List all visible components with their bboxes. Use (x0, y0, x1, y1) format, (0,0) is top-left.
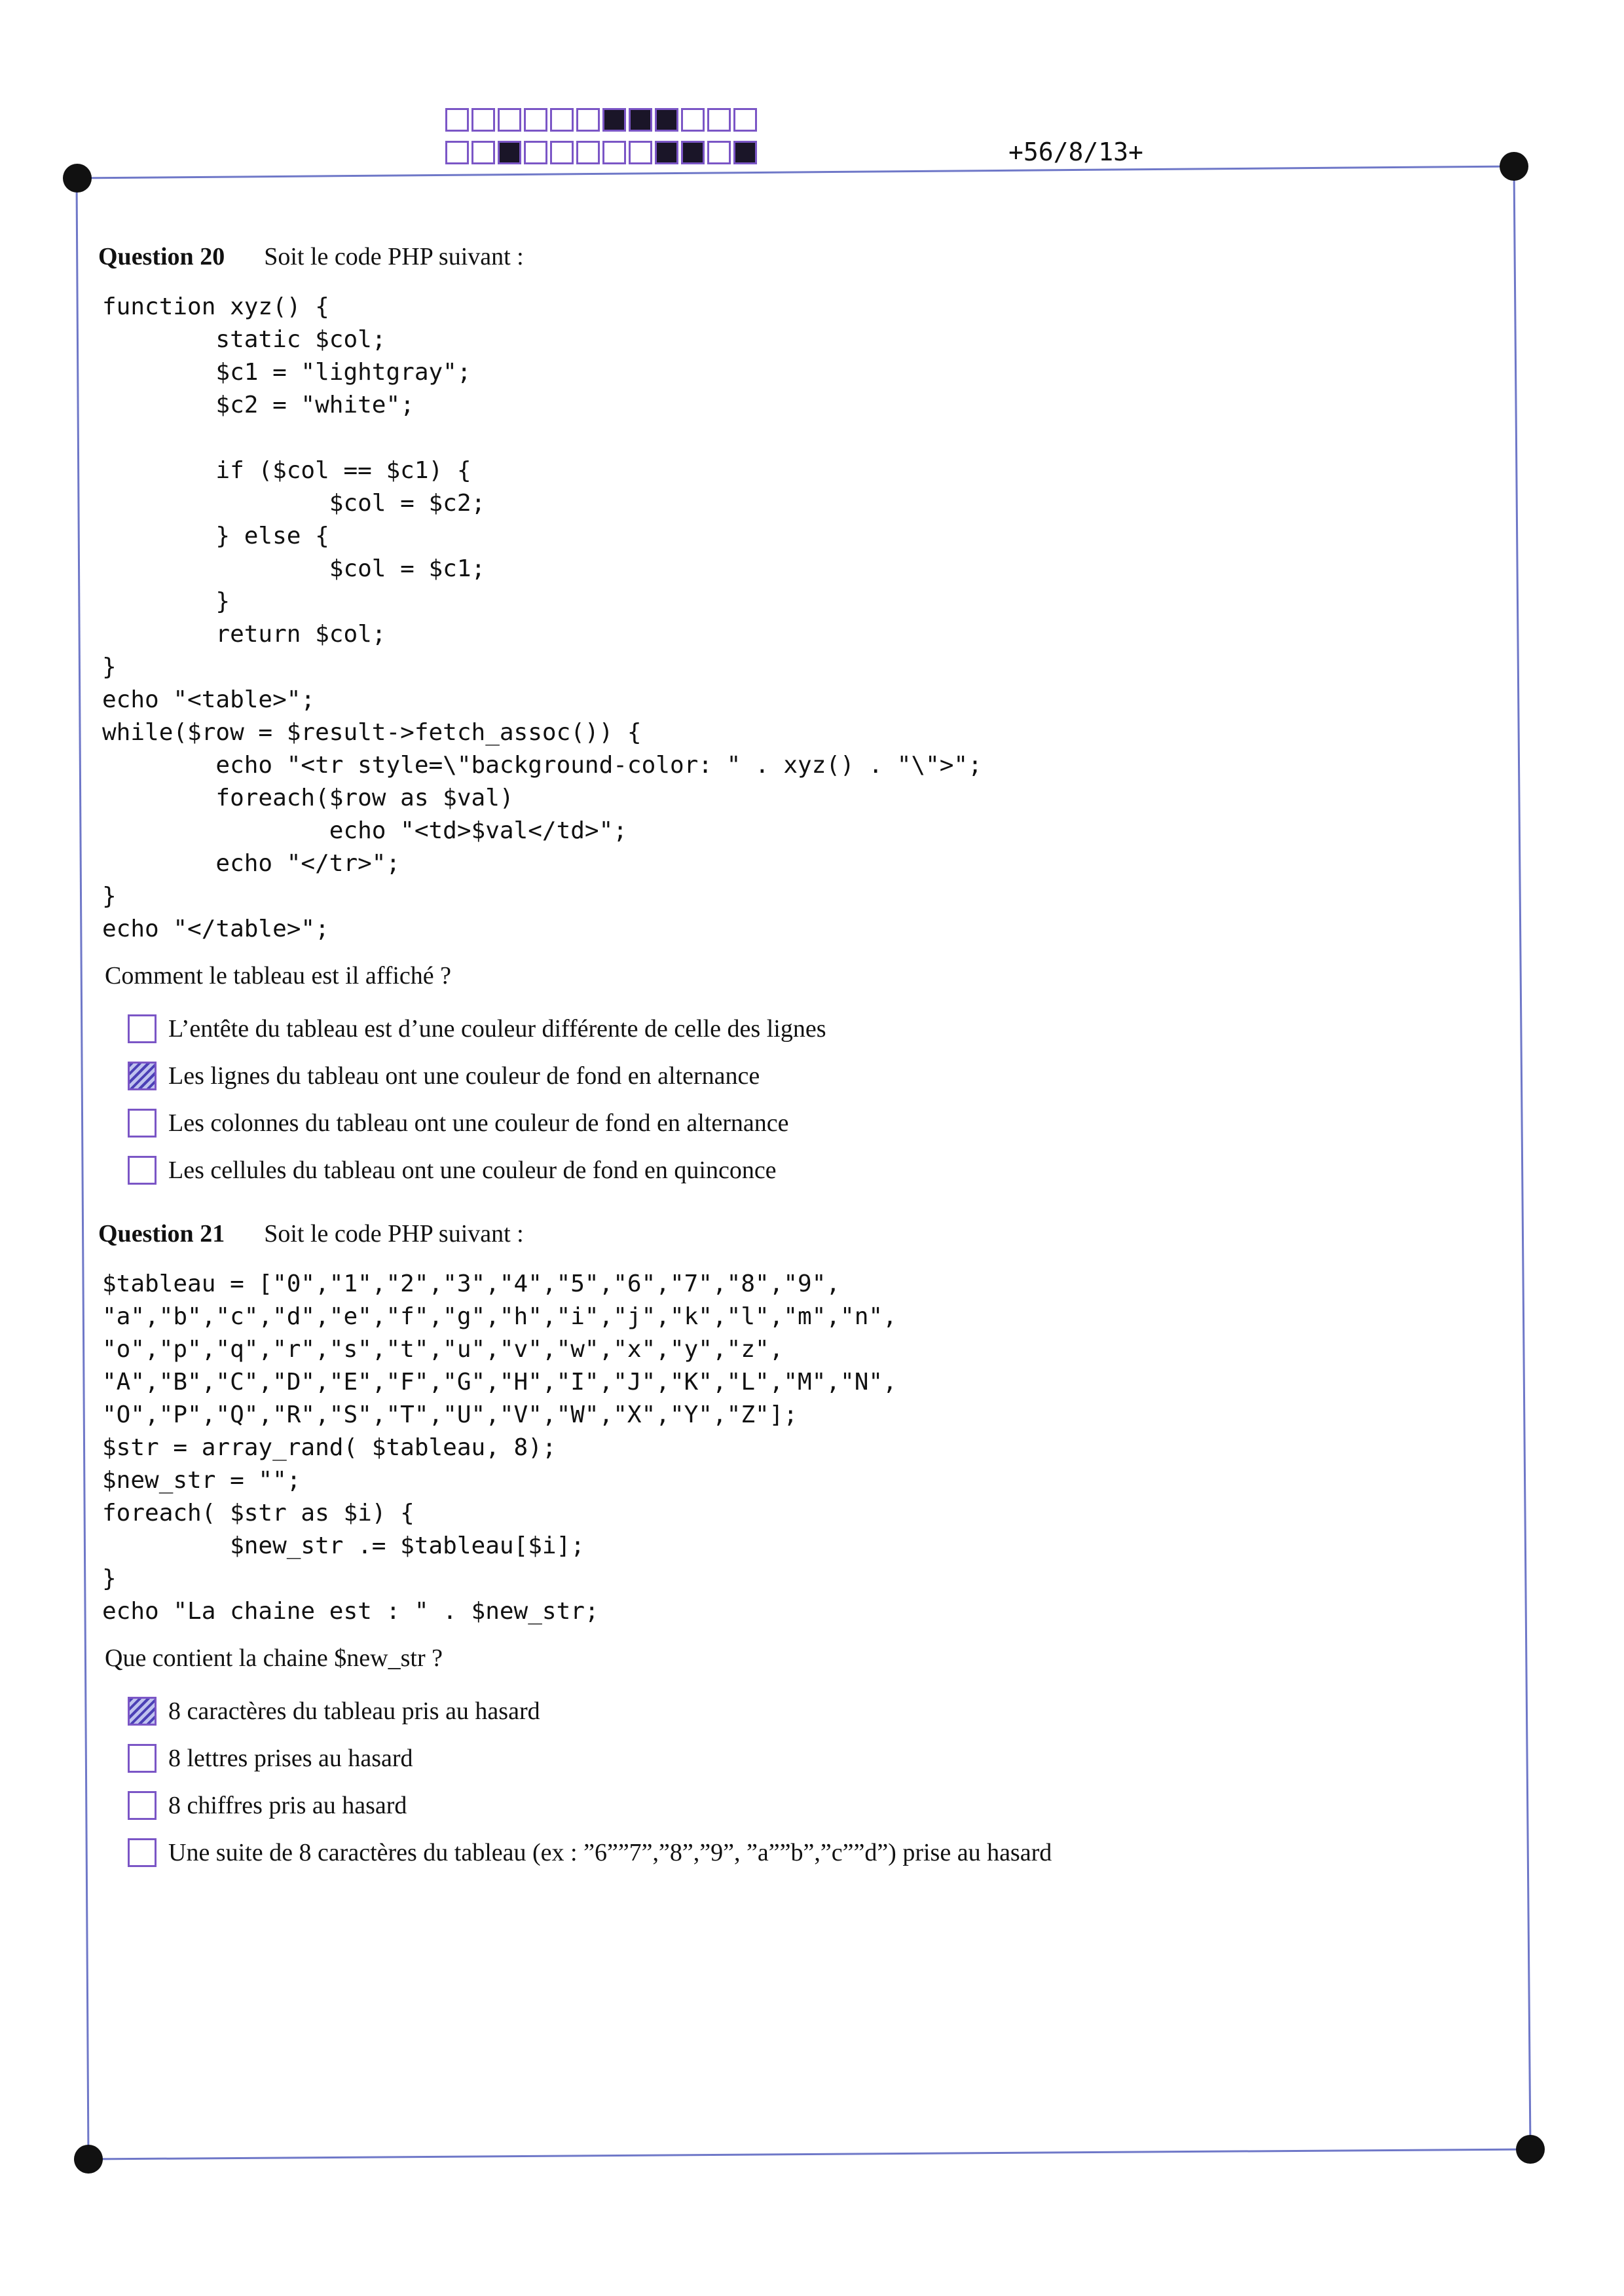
registration-mark-bottom-left (74, 2145, 103, 2174)
choice-item[interactable] (128, 1695, 1473, 1728)
checkbox[interactable] (128, 1109, 157, 1138)
code-cell (445, 108, 469, 132)
choice-item[interactable] (128, 1107, 1473, 1139)
code-cell (498, 108, 521, 132)
question-label: Question 20 (98, 243, 225, 270)
question-intro: Soit le code PHP suivant : (264, 243, 524, 270)
choice-item[interactable] (128, 1012, 1473, 1045)
checkbox[interactable] (128, 1744, 157, 1773)
choice-label: Une suite de 8 caractères du tableau (ex : ”6””7”,”8”,”9”, ”a””b”,”c””d”) prise au hasard (168, 1839, 1052, 1866)
choice-list (128, 1012, 1473, 1187)
code-cell (681, 108, 705, 132)
choice-label: Les cellules du tableau ont une couleur de fond en quinconce (168, 1157, 777, 1184)
question-label: Question 21 (98, 1220, 225, 1248)
registration-mark-bottom-right (1516, 2135, 1545, 2164)
choice-label: 8 chiffres pris au hasard (168, 1792, 407, 1819)
php-code-block: function xyz() { static $col; $c1 = "lightgray"; $c2 = "white"; if ($col == $c1) { $col = $c2; } else { $col = $c1; } return $col; } echo "<table>"; while($row = $result->fetch_assoc()) { echo "<tr style=\"background-color: " . xyz() . "\">"; foreach($row as $val) echo "<td>$val</td>"; echo "</tr>"; } echo "</table>"; (102, 293, 982, 942)
code-cell (471, 141, 495, 164)
binary-code-row-2 (445, 141, 760, 168)
code-cell (445, 141, 469, 164)
code-cell (498, 141, 521, 164)
checkbox[interactable] (128, 1062, 157, 1090)
question-title (98, 1219, 1473, 1248)
registration-mark-top-left (63, 164, 92, 193)
code-cell (681, 141, 705, 164)
choice-label: Les lignes du tableau ont une couleur de fond en alternance (168, 1062, 760, 1090)
checkbox[interactable] (128, 1791, 157, 1820)
registration-mark-top-right (1500, 152, 1528, 181)
code-cell (629, 108, 652, 132)
php-code-block: $tableau = ["0","1","2","3","4","5","6","7","8","9", "a","b","c","d","e","f","g","h","i","j","k","l","m","n", "o","p","q","r","s","t","u","v","w","x","y","z", "A","B","C","D","E","F","G","H","I","J","K","L","M","N", "O","P","Q","R","S","T","U","V","W","X","Y","Z"]; $str = array_rand( $tableau, 8); $new_str = ""; foreach( $str as $i) { $new_str .= $tableau[$i]; } echo "La chaine est : " . $new_str; (102, 1270, 897, 1625)
code-cell (471, 108, 495, 132)
code-cell (655, 108, 678, 132)
question-20 (98, 242, 1473, 1187)
code-cell (707, 108, 731, 132)
choice-item[interactable] (128, 1789, 1473, 1822)
page-identifier: +56/8/13+ (1008, 138, 1143, 166)
code-cell (733, 141, 757, 164)
exam-content (98, 242, 1473, 1902)
code-cell (733, 108, 757, 132)
choice-list (128, 1695, 1473, 1869)
choice-label: 8 caractères du tableau pris au hasard (168, 1697, 540, 1725)
question-title (98, 242, 1473, 271)
question-intro: Soit le code PHP suivant : (264, 1220, 524, 1248)
binary-code-row-1 (445, 108, 760, 135)
choice-item[interactable] (128, 1154, 1473, 1187)
checkbox[interactable] (128, 1838, 157, 1867)
code-cell (707, 141, 731, 164)
code-cell (550, 141, 574, 164)
choice-label: Les colonnes du tableau ont une couleur de fond en alternance (168, 1109, 789, 1137)
code-cell (629, 141, 652, 164)
choice-label: 8 lettres prises au hasard (168, 1745, 413, 1772)
checkbox[interactable] (128, 1014, 157, 1043)
code-cell (550, 108, 574, 132)
question-21 (98, 1219, 1473, 1869)
checkbox[interactable] (128, 1697, 157, 1726)
code-cell (576, 108, 600, 132)
checkbox[interactable] (128, 1156, 157, 1185)
code-cell (524, 141, 547, 164)
choice-label: L’entête du tableau est d’une couleur différente de celle des lignes (168, 1015, 826, 1043)
choice-item[interactable] (128, 1060, 1473, 1092)
code-cell (602, 108, 626, 132)
choice-item[interactable] (128, 1836, 1473, 1869)
code-cell (602, 141, 626, 164)
code-cell (576, 141, 600, 164)
code-cell (655, 141, 678, 164)
question-prompt: Que contient la chaine $new_str ? (105, 1644, 443, 1672)
code-cell (524, 108, 547, 132)
choice-item[interactable] (128, 1742, 1473, 1775)
question-prompt: Comment le tableau est il affiché ? (105, 962, 451, 990)
